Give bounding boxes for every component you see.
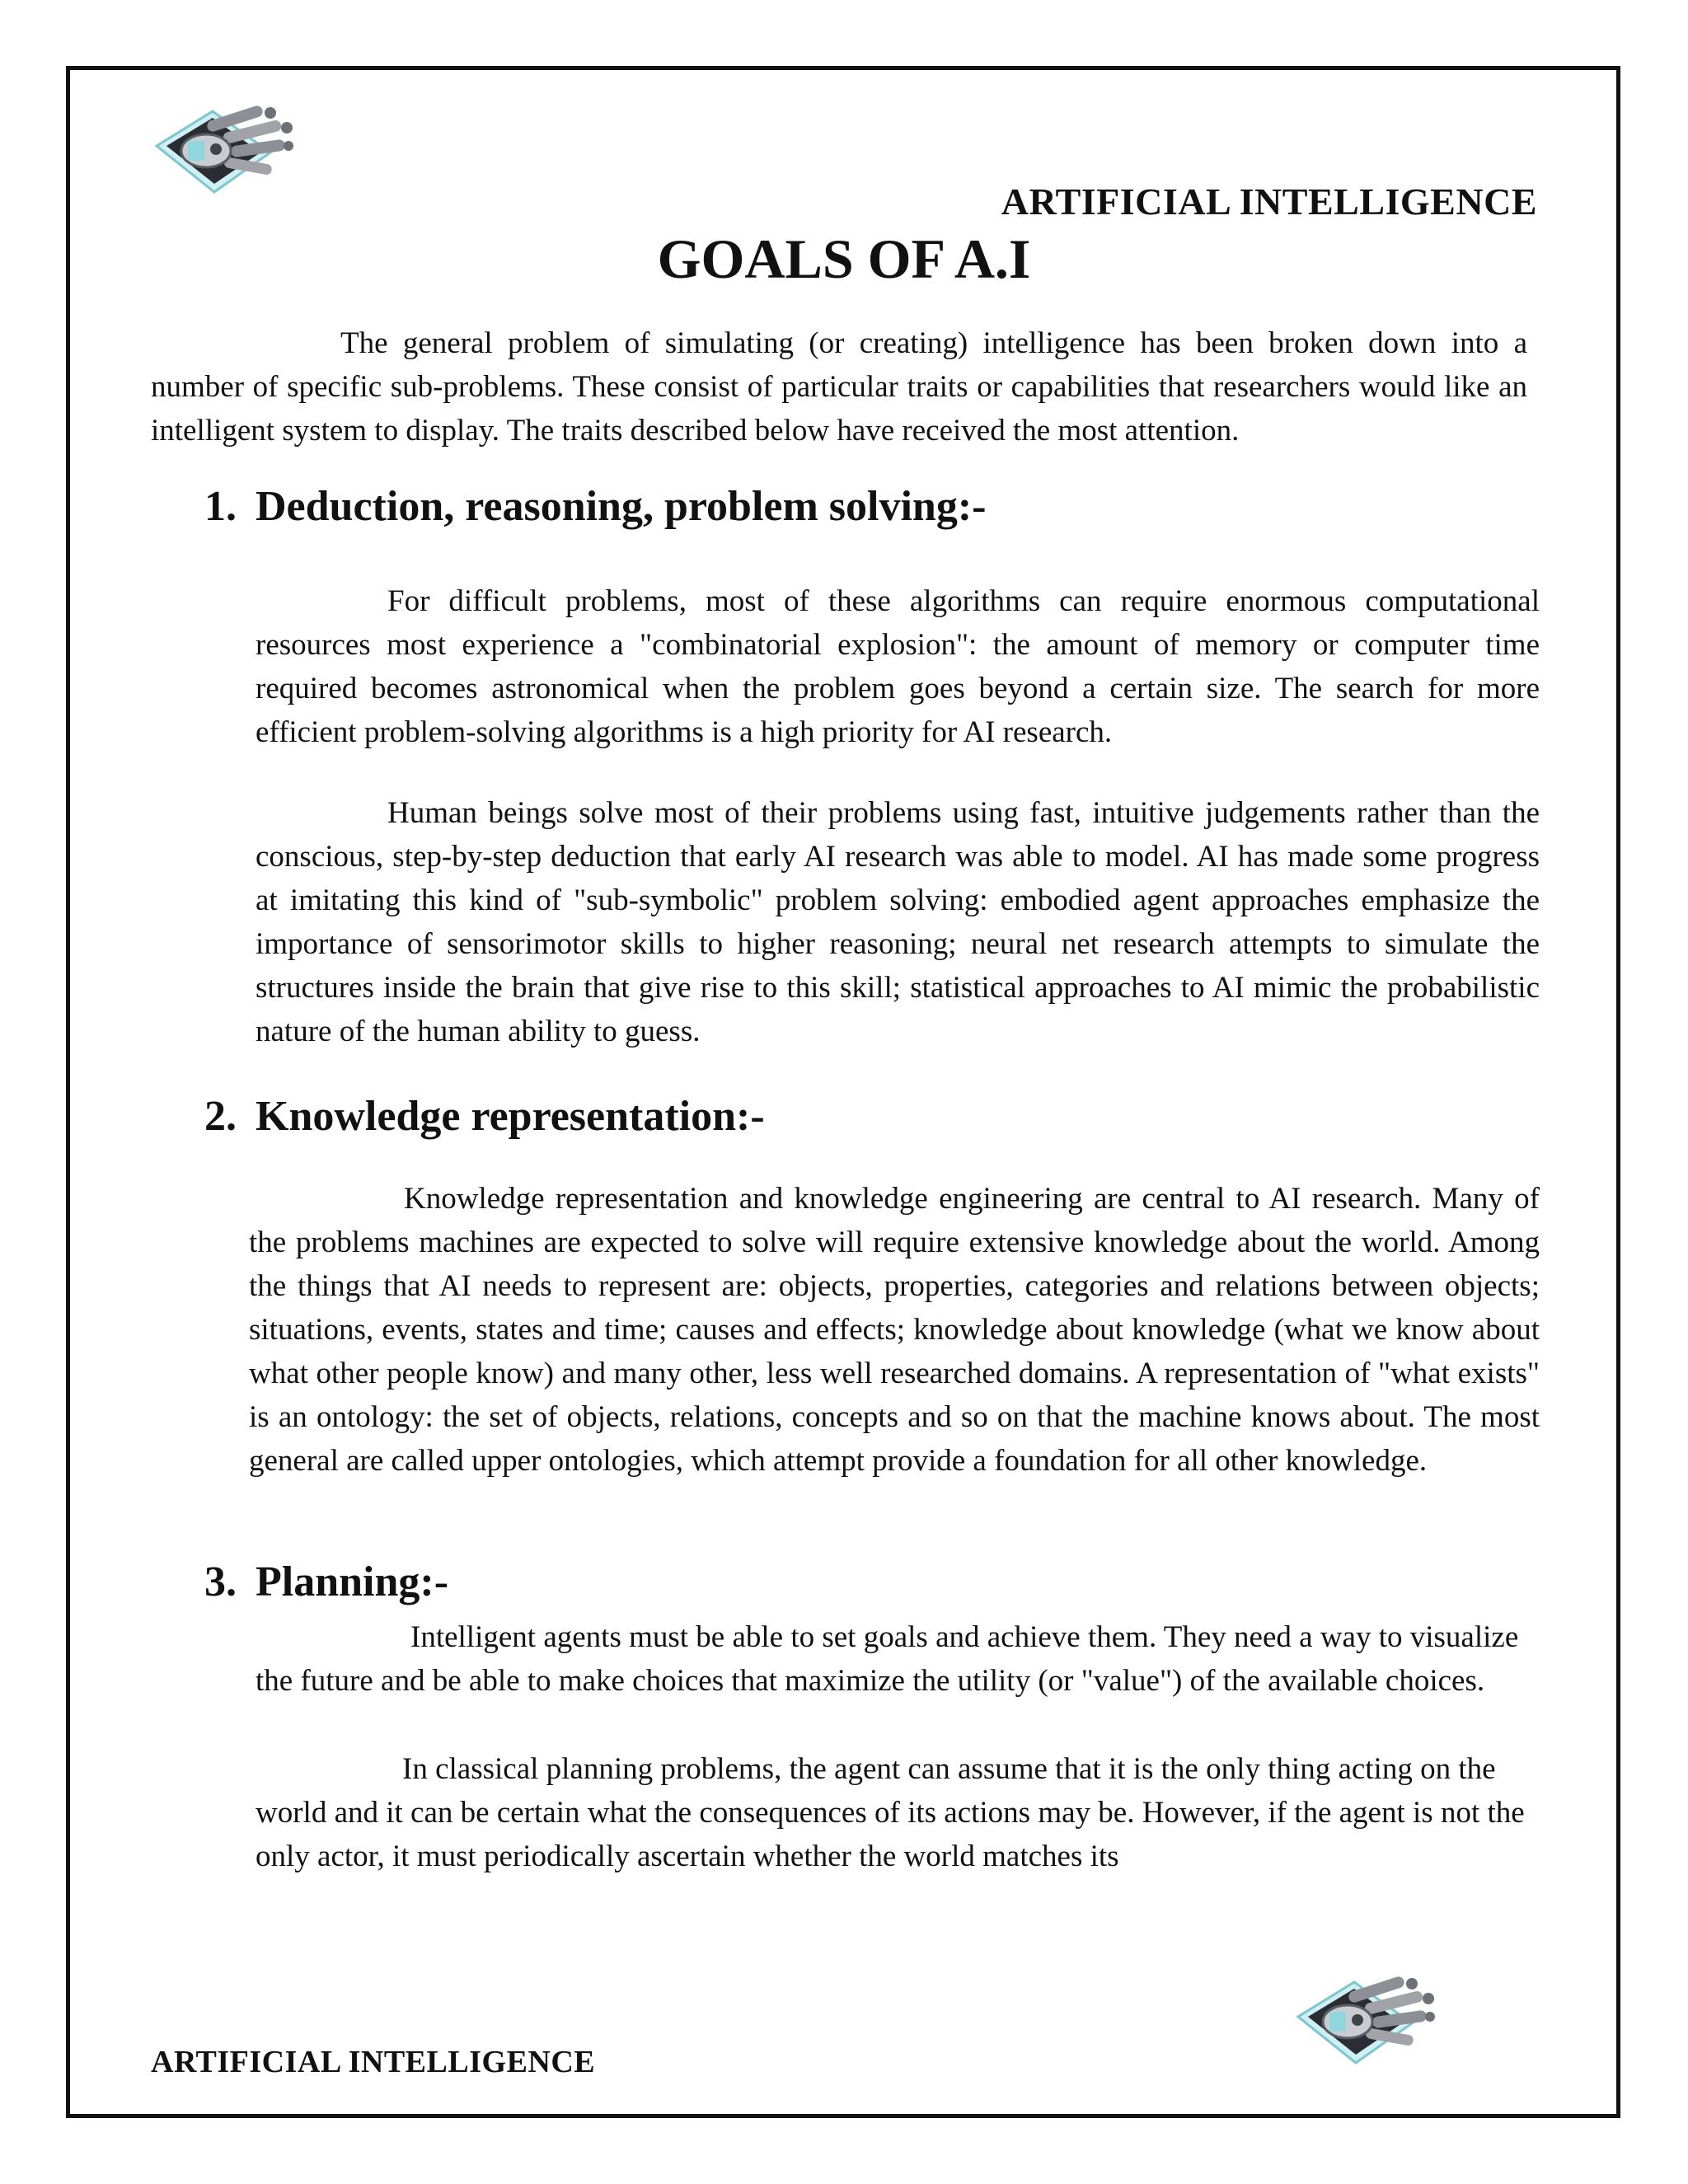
intro-paragraph bbox=[151, 321, 1527, 452]
intro-text: The general problem of simulating (or creating) intelligence has been broken down into a number of specific sub-problems. These consist of particular traits or capabilities that researchers would like an intelligent system to display. The traits described below have received the most attention. bbox=[151, 326, 1527, 448]
section-title: Deduction, reasoning, problem solving:- bbox=[256, 483, 987, 530]
section-1-paragraph-2 bbox=[256, 791, 1540, 1053]
section-heading-planning bbox=[204, 1558, 448, 1606]
section-title: Planning:- bbox=[256, 1558, 449, 1605]
section-title: Knowledge representation:- bbox=[256, 1093, 765, 1140]
page-footer: ARTIFICIAL INTELLIGENCE bbox=[151, 2045, 596, 2079]
section-heading-deduction bbox=[204, 482, 987, 531]
paragraph-text: Intelligent agents must be able to set goals and achieve them. They need a way to visualize the future and be able to make choices that maximize the utility (or "value") of the available choices. bbox=[256, 1620, 1519, 1698]
section-3-paragraph-2 bbox=[256, 1747, 1531, 1878]
paragraph-text: For difficult problems, most of these algorithms can require enormous computational resources most experience a "combinatorial explosion": the amount of memory or computer time required becomes astronomical when the problem goes beyond a certain size. The search for more efficient problem-solving algorithms is a high priority for AI research. bbox=[256, 584, 1540, 749]
paragraph-text: Human beings solve most of their problems using fast, intuitive judgements rather than the conscious, step-by-step deduction that early AI research was able to model. AI has made some progress at imitating this kind of "sub-symbolic" problem solving: embodied agent approaches emphasize the importance of sensorimotor skills to higher reasoning; neural net research attempts to simulate the structures inside the brain that give rise to this skill; statistical approaches to AI mimic the probabilistic nature of the human ability to guess. bbox=[256, 796, 1540, 1048]
section-1-paragraph-1 bbox=[256, 579, 1540, 754]
section-number: 1. bbox=[204, 483, 237, 530]
robot-hand-icon bbox=[1290, 1966, 1447, 2073]
page-title: GOALS OF A.I bbox=[657, 227, 1031, 290]
robot-hand-icon bbox=[148, 95, 305, 202]
running-header: ARTIFICIAL INTELLIGENCE bbox=[1001, 180, 1537, 223]
section-number: 2. bbox=[204, 1093, 237, 1140]
section-heading-knowledge bbox=[204, 1092, 765, 1141]
section-number: 3. bbox=[204, 1558, 237, 1605]
section-3-paragraph-1 bbox=[256, 1615, 1531, 1703]
section-2-paragraph-1 bbox=[249, 1177, 1540, 1483]
paragraph-text: Knowledge representation and knowledge engineering are central to AI research. Many of the problems machines are expected to solve will require extensive knowledge about the world. Among the things that AI needs to represent are: objects, properties, categories and relations between objects; situations, events, states and time; causes and effects; knowledge about knowledge (what we know about what other people know) and many other, less well researched domains. A representation of "what exists" is an ontology: the set of objects, relations, concepts and so on that the machine knows about. The most general are called upper ontologies, which attempt provide a foundation for all other knowledge. bbox=[249, 1182, 1540, 1478]
paragraph-text: In classical planning problems, the agent can assume that it is the only thing acting on the world and it can be certain what the consequences of its actions may be. However, if the agent is not the only actor, it must periodically ascertain whether the world matches its bbox=[256, 1752, 1525, 1873]
